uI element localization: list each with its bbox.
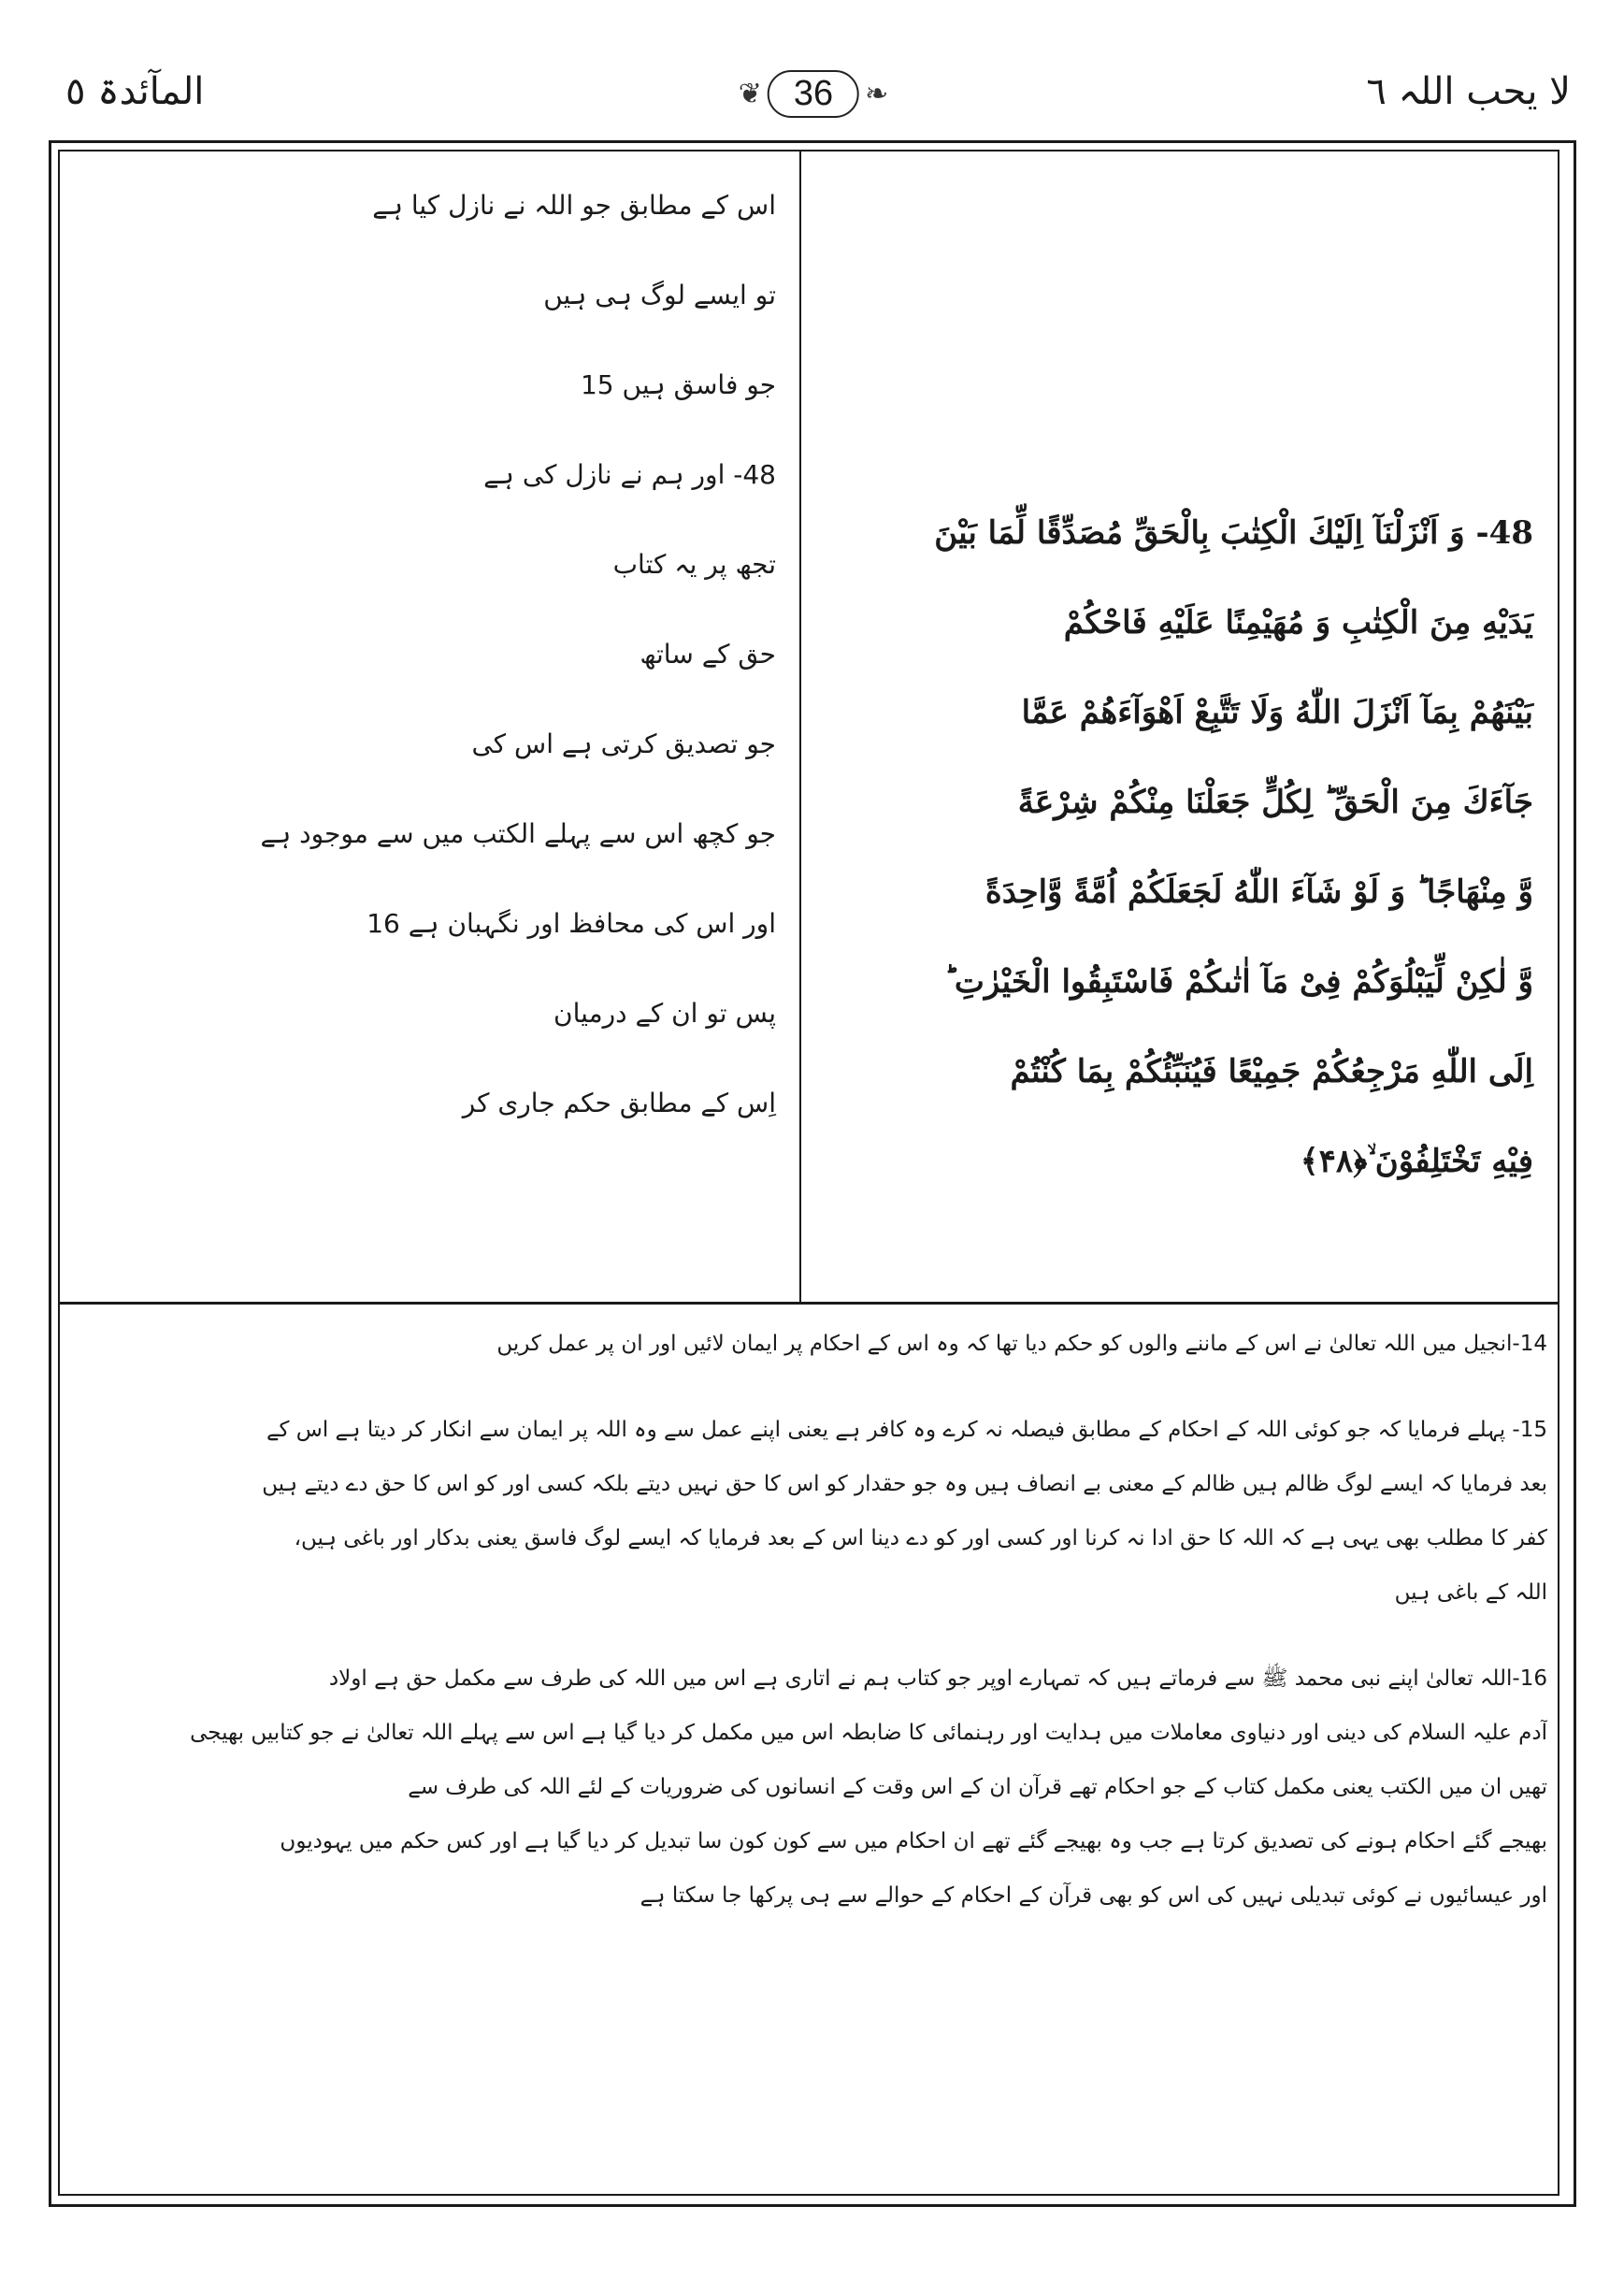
- surah-title: المآئدۃ ٥: [65, 70, 205, 113]
- left-ornament-icon: ❦: [738, 78, 762, 110]
- page-number-ornament: [739, 70, 889, 118]
- translation-line: پس تو ان کے درمیان: [553, 998, 776, 1029]
- footnote-14-line: 14-انجیل میں اللہ تعالیٰ نے اس کے ماننے والوں کو حکم دیا تھا کہ وہ اس کے احکام پر ایمان لائیں اور ان پر عمل کریں: [496, 1332, 1547, 1356]
- footnote-16-line: 16-اللہ تعالیٰ اپنے نبی محمد ﷺ سے فرماتے ہیں کہ تمہارے اوپر جو کتاب ہم نے اتاری ہے اس میں اللہ کی طرف سے مکمل حق ہے اولاد: [328, 1666, 1547, 1691]
- translation-line: حق کے ساتھ: [640, 639, 776, 670]
- footnote-16-line: اور عیسائیوں نے کوئی تبدیلی نہیں کی اس کو بھی قرآن کے احکام کے حوالے سے ہی پرکھا جا سکتا ہے: [640, 1883, 1547, 1908]
- arabic-verse-column: [823, 496, 1533, 1214]
- page-number: 36: [768, 70, 859, 118]
- footnote-divider: [58, 1302, 1558, 1305]
- arabic-line: وَّ لٰكِنْ لِّیَبْلُوَكُمْ فِیْ مَآ اٰتٰىكُمْ فَاسْتَبِقُوا الْخَیْرٰتِ ؕ: [944, 963, 1533, 1001]
- translation-line: 48- اور ہم نے نازل کی ہے: [483, 459, 776, 490]
- translation-line: تجھ پر یہ کتاب: [612, 549, 776, 580]
- translation-line: جو فاسق ہیں 15: [580, 369, 776, 400]
- arabic-line: بَیْنَهُمْ بِمَآ اَنْزَلَ اللّٰهُ وَلَا تَتَّبِعْ اَهْوَآءَهُمْ عَمَّا: [1021, 694, 1533, 731]
- footnote-16-line: آدم علیہ السلام کی دینی اور دنیاوی معاملات میں ہدایت اور رہنمائی کا ضابطہ اس میں مکمل کر دیا گیا ہے اس سے پہلے اللہ تعالیٰ نے جو کتابیں بھیجی: [190, 1721, 1547, 1745]
- translation-column: [187, 178, 776, 1165]
- arabic-line: اِلَى اللّٰهِ مَرْجِعُكُمْ جَمِیْعًا فَیُنَبِّئُكُمْ بِمَا كُنْتُمْ: [1010, 1053, 1533, 1090]
- arabic-line: یَدَیْهِ مِنَ الْكِتٰبِ وَ مُهَیْمِنًا عَلَیْهِ فَاحْكُمْ: [1063, 604, 1533, 642]
- footnote-15-line: کفر کا مطلب بھی یہی ہے کہ اللہ کا حق ادا نہ کرنا اور کسی اور کو دے دینا اس کے بعد فرمایا کہ ایسے لوگ فاسق یعنی بدکار اور باغی ہیں،: [294, 1526, 1547, 1550]
- translation-line: اِس کے مطابق حکم جاری کر: [462, 1088, 776, 1118]
- arabic-line: 48- وَ اَنْزَلْنَآ اِلَیْكَ الْكِتٰبَ بِالْحَقِّ مُصَدِّقًا لِّمَا بَیْنَ: [934, 514, 1533, 552]
- translation-line: اس کے مطابق جو اللہ نے نازل کیا ہے: [372, 190, 776, 221]
- footnote-16-line: بھیجے گئے احکام ہونے کی تصدیق کرتا ہے جب وہ بھیجے گئے تھے ان احکام میں سے کون کون سا تبدیل کر دیا گیا ہے اور کس حکم میں یہودیوں: [280, 1829, 1547, 1853]
- translation-line: جو کچھ اس سے پہلے الکتب میں سے موجود ہے: [260, 818, 776, 849]
- juz-title: لا یحب اللہ ٦: [1366, 70, 1571, 113]
- translation-line: جو تصدیق کرتی ہے اس کی: [471, 728, 776, 759]
- arabic-line: جَآءَكَ مِنَ الْحَقِّ ؕ لِكُلٍّ جَعَلْنَا مِنْكُمْ شِرْعَةً: [1017, 784, 1533, 821]
- translation-line: اور اس کی محافظ اور نگہبان ہے 16: [366, 908, 776, 939]
- footnotes-section: [79, 1317, 1547, 1923]
- footnote-15-line: اللہ کے باغی ہیں: [1394, 1580, 1547, 1605]
- arabic-line: وَّ مِنْهَاجًا ؕ وَ لَوْ شَآءَ اللّٰهُ لَجَعَلَكُمْ اُمَّةً وَّاحِدَةً: [984, 873, 1533, 911]
- page-header: [56, 70, 1571, 136]
- right-ornament-icon: ❧: [865, 78, 889, 110]
- footnote-15-line: 15- پہلے فرمایا کہ جو کوئی اللہ کے احکام کے مطابق فیصلہ نہ کرے وہ کافر ہے یعنی اپنے عمل سے وہ اللہ پر ایمان سے انکار کر دیتا ہے اس کے: [266, 1418, 1547, 1442]
- footnote-16-line: تھیں ان میں الکتب یعنی مکمل کتاب کے جو احکام تھے قرآن ان کے اس وقت کے انسانوں کی ضروریات کے لئے اللہ کی طرف سے: [408, 1775, 1547, 1799]
- translation-line: تو ایسے لوگ ہی ہیں: [543, 280, 776, 310]
- arabic-line: فِیْهِ تَخْتَلِفُوْنَ ۙ﴿۴۸﴾: [1300, 1143, 1533, 1180]
- column-divider: [799, 151, 801, 1302]
- footnote-15-line: بعد فرمایا کہ ایسے لوگ ظالم ہیں ظالم کے معنی بے انصاف ہیں وہ جو حقدار کو اس کا حق نہیں دیتے بلکہ کسی اور کو اس کا حق دے دیتے ہیں: [262, 1472, 1547, 1496]
